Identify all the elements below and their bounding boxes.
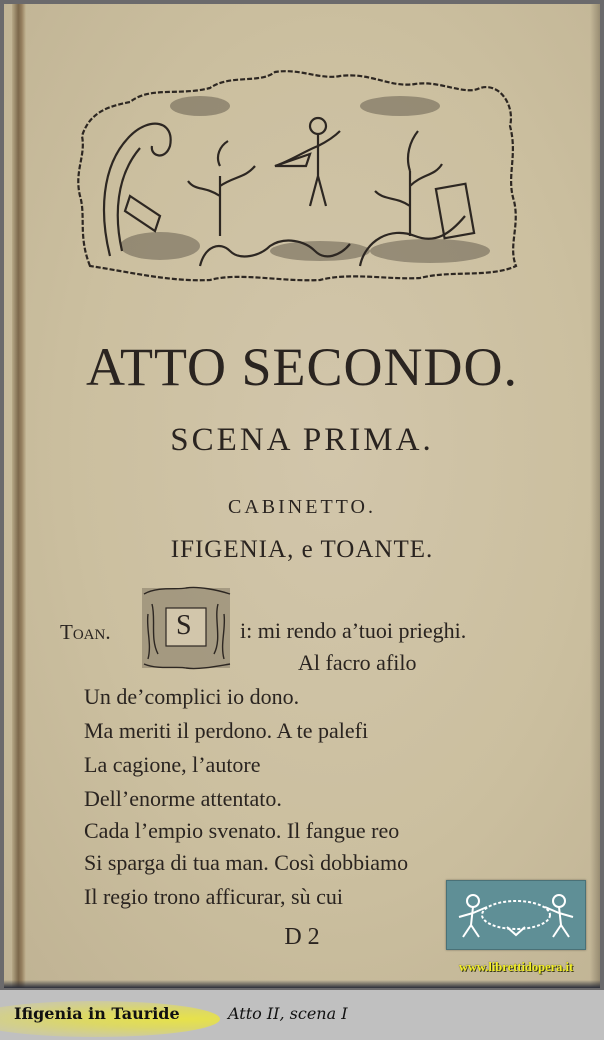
scene-setting: CABINETTO. [228,496,376,518]
verse-line: Al facro afilo [298,650,417,675]
page-signature: D 2 [284,924,320,950]
opera-title: Ifigenia in Tauride [14,1004,180,1023]
drop-cap-letter: S [176,610,192,641]
verse-line: Il regio trono afficurar, sù cui [84,884,343,909]
libretto-page-scan [4,4,600,988]
headpiece-ornament-icon [70,66,524,282]
verse-line: La cagione, l’autore [84,752,261,777]
scene-label: Atto II, scena I [228,1004,348,1023]
cherubs-garland-logo-icon [447,881,585,949]
caption-bar [0,990,604,1040]
scene-title: SCENA PRIMA. [170,422,434,458]
site-logo[interactable] [446,880,586,950]
act-title: ATTO SECONDO. [85,337,519,397]
drop-cap [138,584,234,672]
speaker-label: Toan. [60,620,111,644]
verse-line: Dell’enorme attentato. [84,786,282,811]
site-url-link[interactable]: www.librettidopera.it [458,960,574,974]
page-bottom-shadow [4,980,600,988]
verse-line: Un de’complici io dono. [84,684,300,709]
verse-line: i: mi rendo a’tuoi prieghi. [240,618,467,643]
verse-line: Si sparga di tua man. Così dobbiamo [84,850,409,875]
verse-line: Ma meriti il perdono. A te palefi [84,718,369,743]
verse-line: Cada l’empio svenato. Il fangue reo [84,818,400,843]
scene-characters: IFIGENIA, e TOANTE. [170,536,434,563]
